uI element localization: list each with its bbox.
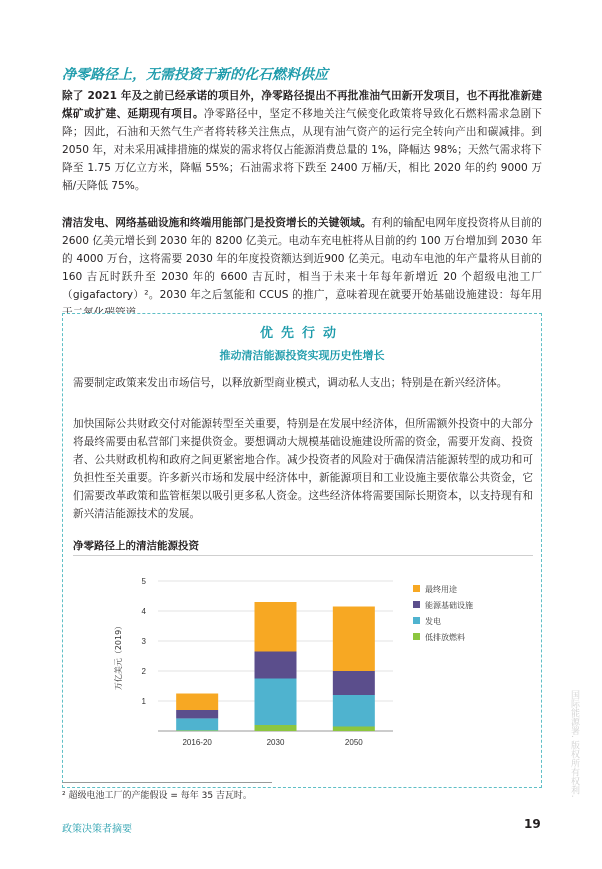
footnote: ² 超级电池工厂的产能假设 = 每年 35 吉瓦时。 — [62, 791, 252, 801]
legend-swatch — [413, 633, 420, 640]
legend-swatch — [413, 585, 420, 592]
bar-segment — [333, 727, 375, 732]
bar-segment — [333, 671, 375, 695]
bar-segment — [176, 694, 218, 711]
priority-action-heading: 优先行动 — [259, 326, 344, 341]
bar-segment — [255, 602, 297, 652]
bar-segment — [255, 652, 297, 679]
priority-action-box — [62, 313, 542, 788]
bar-segment — [333, 607, 375, 672]
action-paragraph-2: 加快国际公共财政交付对能源转型至关重要，特别是在发展中经济体，但所需额外投资中的大部分将最终需要由私营部门来提供资金。要想调动大规模基础设施建设所需的资金，需要开发商、投资者、公共财政机构和政府之间更紧密地合作。减少投资者的风险对于确保清洁能源转型的成功和可负担性至关重要。许多新兴市场和发展中经济体中，新能源项目和工业设施主要依靠公共资金，它们需要改革政策和监管框架以吸引更多私人资金。这些经济体将需要国际长期资本，以支持现有和新兴清洁能源技术的发展。 — [73, 418, 533, 520]
bar-segment — [255, 679, 297, 726]
section-title: 净零路径上，无需投资于新的化石燃料供应 — [62, 67, 328, 83]
chart-title: 净零路径上的清洁能源投资 — [73, 540, 199, 552]
investment-chart — [73, 561, 533, 771]
paragraph-lead: 清洁发电、网络基础设施和终端用能部门是投资增长的关键领域。 — [62, 217, 372, 229]
legend-label: 最终用途 — [425, 585, 457, 594]
copyright-watermark: 国际能源署. 版权所有权利. — [569, 690, 579, 798]
legend-label: 低排放燃料 — [425, 633, 465, 642]
x-tick-label: 2016-20 — [182, 738, 212, 747]
paragraph-lead: 除了 2021 年及之前已经承诺的项目外，净零路径提出不再批准油气田新开发项目，也不再批准新建煤矿或扩建、延期现有项目。 — [62, 90, 542, 120]
action-paragraph-1: 需要制定政策来发出市场信号，以释放新型商业模式，调动私人支出；特别是在新兴经济体。 — [73, 377, 508, 389]
bar-segment — [176, 730, 218, 731]
paragraph-investment-growth — [62, 214, 542, 322]
y-tick-label: 1 — [141, 697, 146, 706]
y-tick-label: 3 — [141, 637, 146, 646]
y-axis-label: 万亿美元（2019） — [114, 621, 123, 691]
x-tick-label: 2030 — [266, 738, 285, 747]
legend-label: 发电 — [425, 617, 441, 626]
bar-segment — [255, 725, 297, 731]
bar-segment — [333, 695, 375, 727]
paragraph-fossil-fuel — [62, 87, 542, 195]
bar-segment — [176, 718, 218, 730]
paragraph-body: 净零路径中，坚定不移地关注气候变化政策将导致化石燃料需求急剧下降；因此，石油和天然气生产者将转移关注焦点，从现有油气资产的运行完全转向产出和碳减排。到 2050 年，对未采用减排措施的煤炭的需求将仅占能源消费总量的 1%，降幅达 98%；天然气需求将下降至 1.75 万亿立方米，降幅 55%；石油需求将下跌至 2400 万桶/天，相比 2020 年的约 9000 万桶/天降低 75%。 — [62, 108, 543, 192]
legend-swatch — [413, 617, 420, 624]
y-tick-label: 4 — [141, 607, 146, 616]
x-tick-label: 2050 — [344, 738, 363, 747]
footnote-divider — [62, 782, 272, 783]
paragraph-body: 有利的输配电网年度投资将从目前的 2600 亿美元增长到 2030 年的 8200 亿美元。电动车充电桩将从目前的约 100 万台增加到 2030 年的 4000 万台，这将需要 2030 年的年度投资额达到近900 亿美元。电动车电池的年产量将从目前的 160 吉瓦时跃升至 2030 年的 6600 吉瓦时，相当于未来十年每年新增近 20 个超级电池工厂（gigafactory）²。2030 年之后氢能和 CCUS 的推广，意味着现在就要开始基础设施建设：每年用 — [62, 217, 543, 301]
legend-swatch — [413, 601, 420, 608]
priority-action-subheading: 推动清洁能源投资实现历史性增长 — [219, 349, 385, 362]
footer-section-label: 政策决策者摘要 — [62, 824, 132, 835]
y-tick-label: 2 — [141, 667, 146, 676]
y-tick-label: 5 — [141, 577, 146, 586]
chart-title-rule — [73, 555, 533, 556]
bar-segment — [176, 710, 218, 718]
legend-label: 能源基础设施 — [425, 601, 473, 610]
page-number: 19 — [524, 817, 541, 831]
